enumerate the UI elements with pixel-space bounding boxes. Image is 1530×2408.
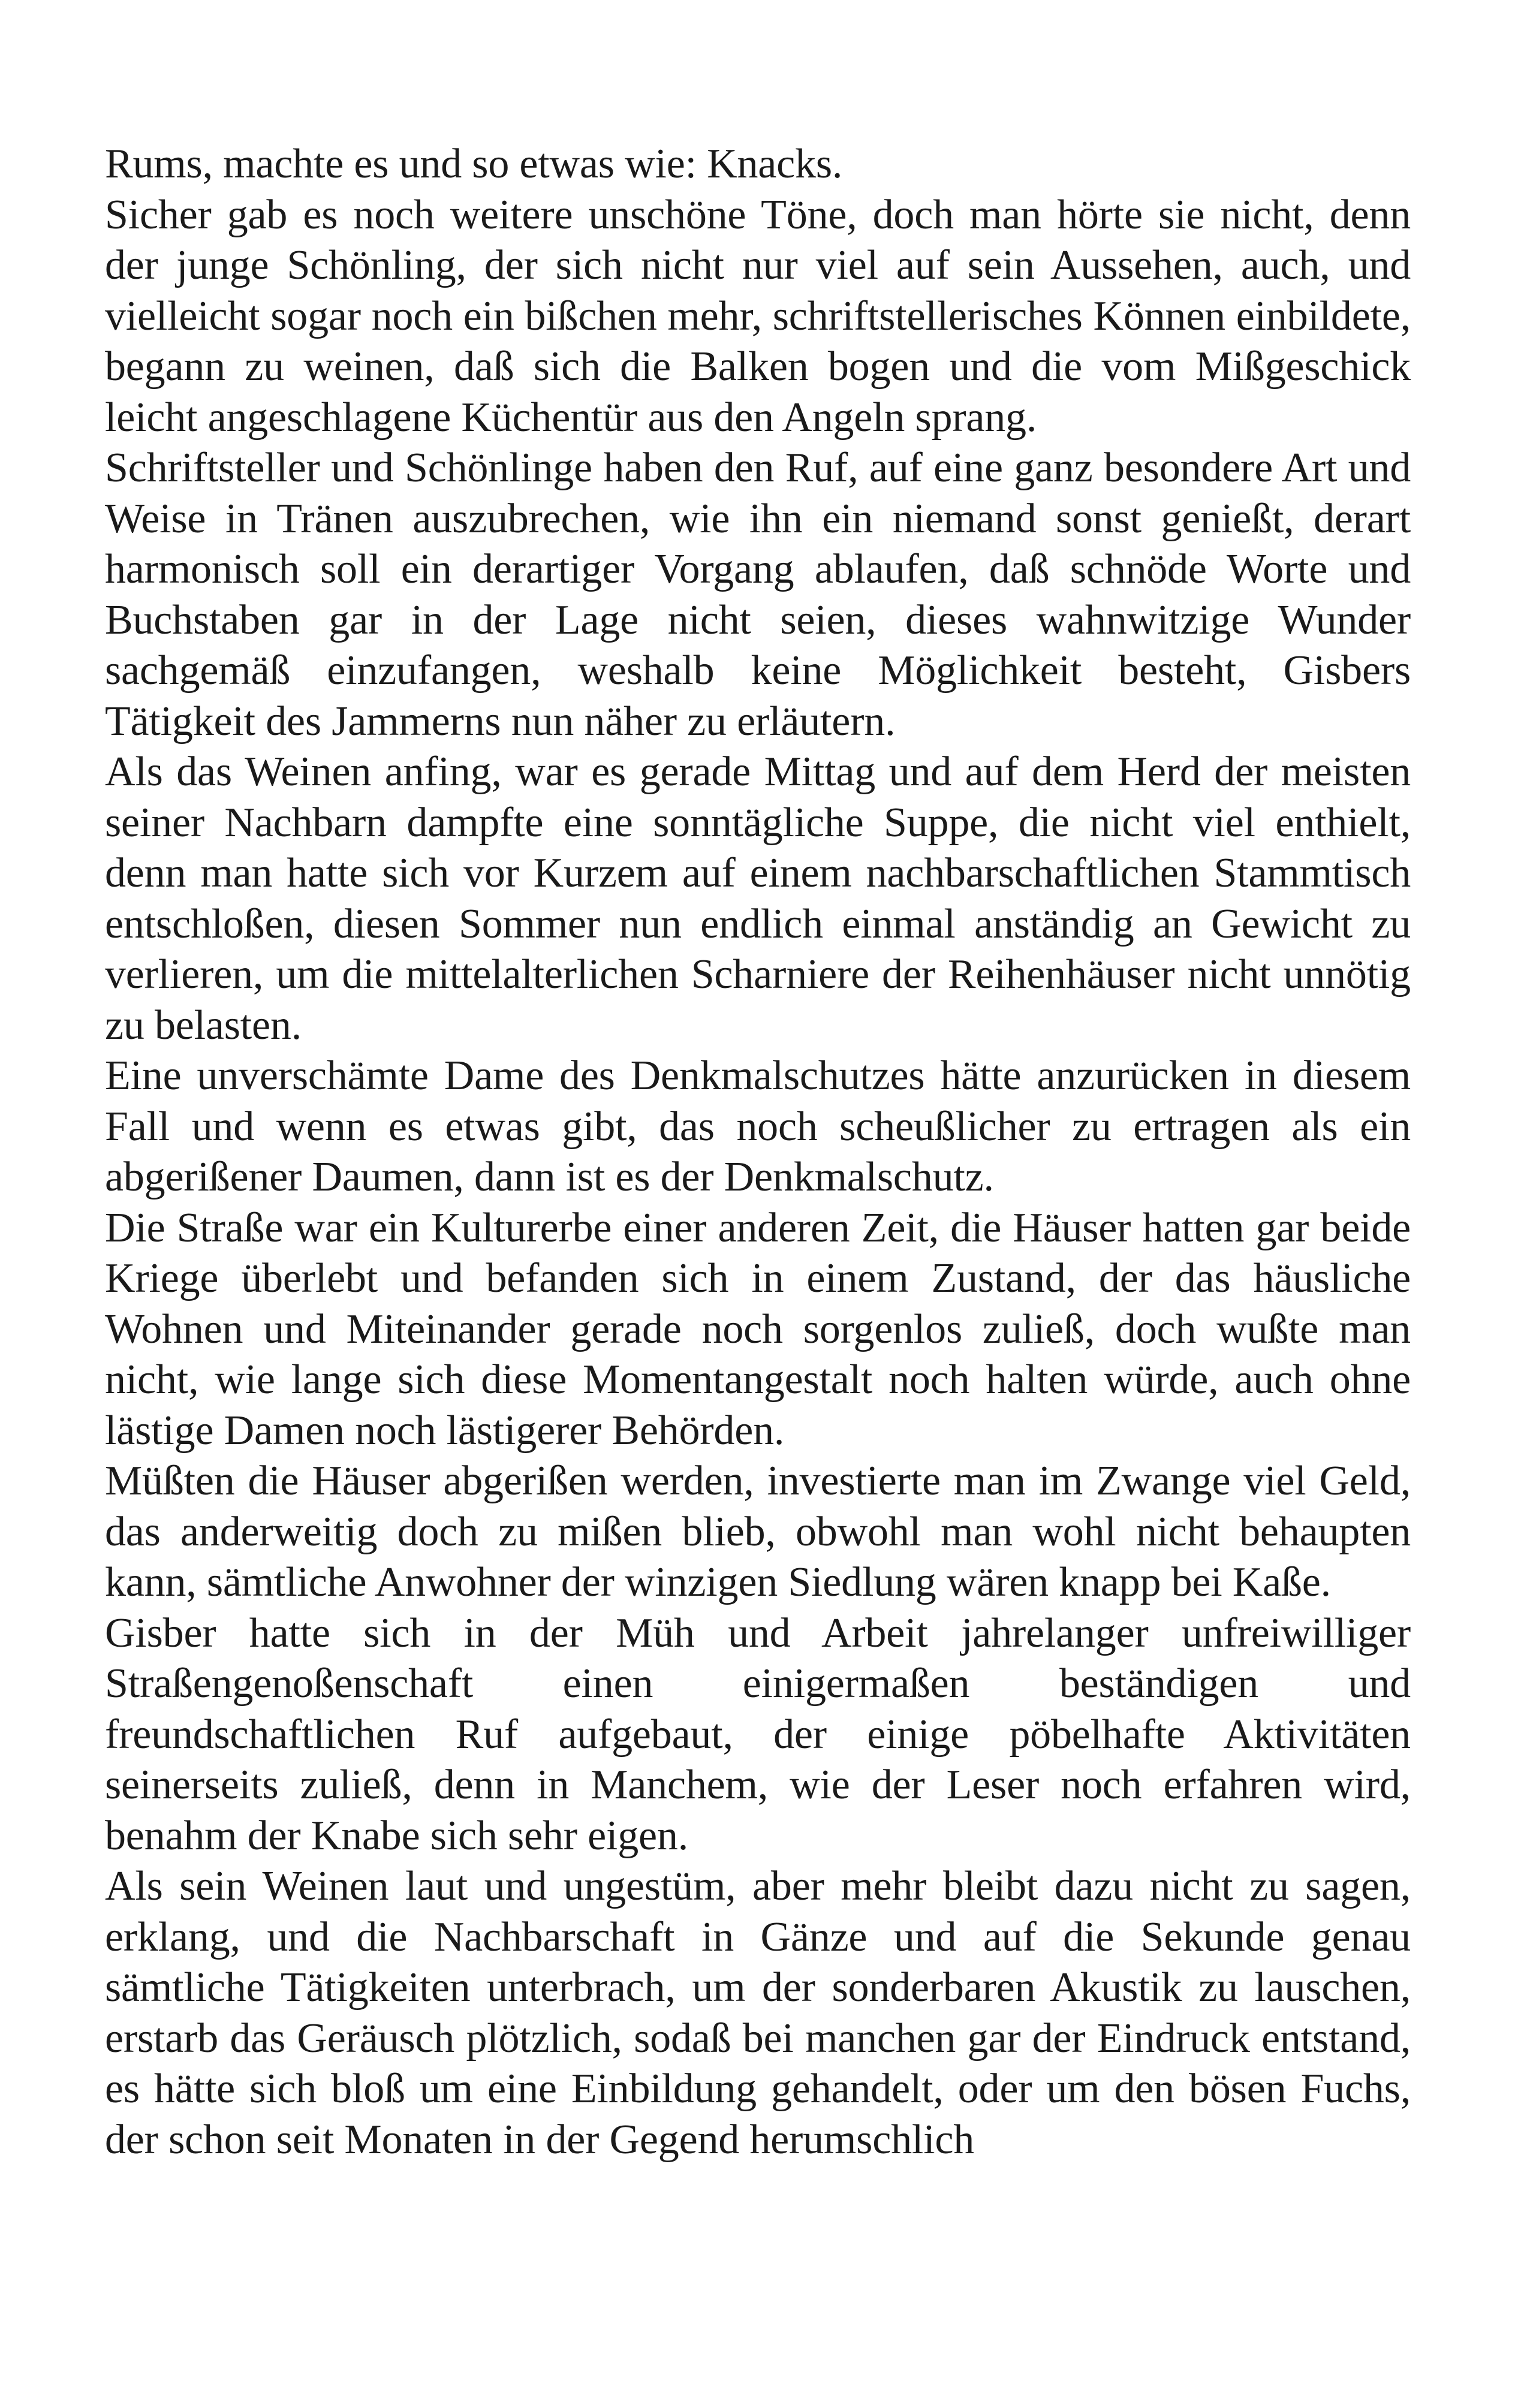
- paragraph-1: Rums, machte es und so etwas wie: Knacks.: [105, 141, 843, 187]
- paragraph-4: Als das Weinen anfing, war es gerade Mittag und auf dem Herd der meisten seiner Nachbarn dampfte eine sonntägliche Suppe, die nicht viel enthielt, denn man hatte sich vor Kurzem auf einem nachbarschaftlichen Stammtisch entschloßen, diesen Sommer nun endlich einmal anständig an Gewicht zu verlieren, um die mittelalterlichen Scharniere der Reihenhäuser nicht unnötig zu belasten.: [105, 749, 1411, 1048]
- paragraph-6: Die Straße war ein Kulturerbe einer anderen Zeit, die Häuser hatten gar beide Kriege überlebt und befanden sich in einem Zustand, der das häusliche Wohnen und Miteinander gerade noch sorgenlos zuließ, doch wußte man nicht, wie lange sich diese Momentangestalt noch halten würde, auch ohne lästige Damen noch lästigerer Behörden.: [105, 1204, 1411, 1454]
- book-page-text: [105, 139, 1411, 2165]
- paragraph-5: Eine unverschämte Dame des Denkmalschutzes hätte anzurücken in diesem Fall und wenn es etwas gibt, das noch scheußlicher zu ertragen als ein abgerißener Daumen, dann ist es der Denkmalschutz.: [105, 1053, 1411, 1200]
- paragraph-8: Gisber hatte sich in der Müh und Arbeit jahrelanger unfreiwilliger Straßengenoßenschaft einen einigermaßen beständigen und freundschaftlichen Ruf aufgebaut, der einige pöbelhafte Aktivitäten seinerseits zuließ, denn in Manchem, wie der Leser noch erfahren wird, benahm der Knabe sich sehr eigen.: [105, 1610, 1411, 1859]
- paragraph-7: Müßten die Häuser abgerißen werden, investierte man im Zwange viel Geld, das anderweitig doch zu mißen blieb, obwohl man wohl nicht behaupten kann, sämtliche Anwohner der winzigen Siedlung wären knapp bei Kaße.: [105, 1458, 1411, 1605]
- paragraph-9: Als sein Weinen laut und ungestüm, aber mehr bleibt dazu nicht zu sagen, erklang, und die Nachbarschaft in Gänze und auf die Sekunde genau sämtliche Tätigkeiten unterbrach, um der sonderbaren Akustik zu lauschen, erstarb das Geräusch plötzlich, sodaß bei manchen gar der Eindruck entstand, es hätte sich bloß um eine Einbildung gehandelt, oder um den bösen Fuchs, der schon seit Monaten in der Gegend herumschlich: [105, 1863, 1411, 2163]
- paragraph-2: Sicher gab es noch weitere unschöne Töne, doch man hörte sie nicht, denn der junge Schönling, der sich nicht nur viel auf sein Aussehen, auch, und vielleicht sogar noch ein bißchen mehr, schriftstellerisches Können einbildete, begann zu weinen, daß sich die Balken bogen und die vom Mißgeschick leicht angeschlagene Küchentür aus den Angeln sprang.: [105, 191, 1411, 441]
- paragraph-3: Schriftsteller und Schönlinge haben den Ruf, auf eine ganz besondere Art und Weise in Tränen auszubrechen, wie ihn ein niemand sonst genießt, derart harmonisch soll ein derartiger Vorgang ablaufen, daß schnöde Worte und Buchstaben gar in der Lage nicht seien, dieses wahnwitzige Wunder sachgemäß einzufangen, weshalb keine Möglichkeit besteht, Gisbers Tätigkeit des Jammerns nun näher zu erläutern.: [105, 445, 1411, 745]
